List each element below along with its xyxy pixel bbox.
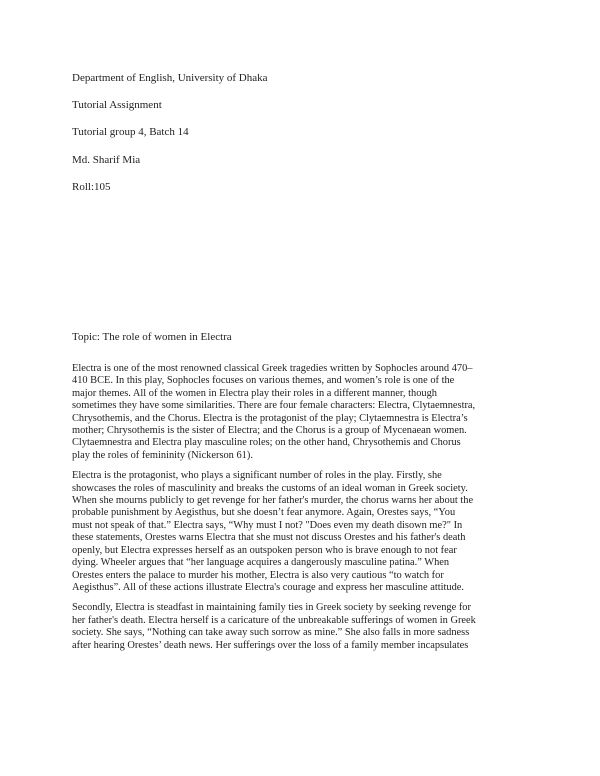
paragraph-line: play the roles of femininity (Nickerson 61). [72,449,253,461]
paragraph [72,602,532,652]
paragraph-line: these statements, Orestes warns Electra that she must not discuss Orestes and his father's death [72,532,466,544]
paragraph-line: dying. Wheeler argues that “her language acquires a dangerously masculine patina.” When [72,557,450,569]
paragraph-line: Chrysothemis, and the Chorus. Electra is the protagonist of the play; Clytaemnestra is Electra’s [72,412,468,424]
paragraph-line: sometimes they have some similarities. There are four female characters: Electra, Clytaemnestra, [72,400,476,412]
paragraph-line: Clytaemnestra and Electra play masculine roles; on the other hand, Chrysothemis and Chorus [72,437,461,449]
paragraph-line: major themes. All of the women in Electra play their roles in a different manner, though [72,387,437,399]
paragraph-line: openly, but Electra expresses herself as an outspoken person who is brave enough to not fear [72,544,457,556]
paragraph-line: mother; Chrysothemis is the sister of Electra; and the Chorus is a group of Mycenaean women. [72,425,467,437]
paragraph-line: Aegisthus”. All of these actions illustrate Electra's courage and express her masculine attitude. [72,581,464,593]
paragraph-line: showcases the roles of masculinity and breaks the customs of an ideal woman in Greek society. [72,482,468,494]
paragraph [72,363,532,462]
paragraph-line: after hearing Orestes’ death news. Her sufferings over the loss of a family member incapsulates [72,639,469,651]
essay-body [72,363,532,660]
group-line: Tutorial group 4, Batch 14 [72,126,189,138]
paragraph-line: probable punishment by Aegisthus, but she doesn’t fear anymore. Again, Orestes says, “You [72,507,456,519]
paragraph-line: Electra is the protagonist, who plays a significant number of roles in the play. Firstly, she [72,470,442,482]
paragraph-line: Orestes enters the palace to murder his mother, Electra is also very cautious “to watch for [72,569,444,581]
paragraph-line: Electra is one of the most renowned classical Greek tragedies written by Sophocles around 470– [72,363,473,374]
paragraph-line: When she mourns publicly to get revenge for her father's murder, the chorus warns her about the [72,495,474,507]
paragraph-line: society. She says, “Nothing can take away such sorrow as mine.” She also falls in more sadness [72,627,470,639]
paragraph-line: 410 BCE. In this play, Sophocles focuses on various themes, and women’s role is one of the [72,375,455,387]
assignment-line: Tutorial Assignment [72,99,162,111]
topic-heading: Topic: The role of women in Electra [72,331,232,343]
student-name: Md. Sharif Mia [72,154,141,166]
department-line: Department of English, University of Dhaka [72,72,268,84]
paragraph-line: Secondly, Electra is steadfast in maintaining family ties in Greek society by seeking revenge for [72,602,471,614]
paragraph [72,470,532,594]
roll-number: Roll:105 [72,181,111,193]
paragraph-line: her father's death. Electra herself is a caricature of the unbreakable sufferings of women in Greek [72,614,476,626]
paragraph-line: must not speak of that.” Electra says, “Why must I not? "Does even my death disown me?" In [72,519,463,531]
